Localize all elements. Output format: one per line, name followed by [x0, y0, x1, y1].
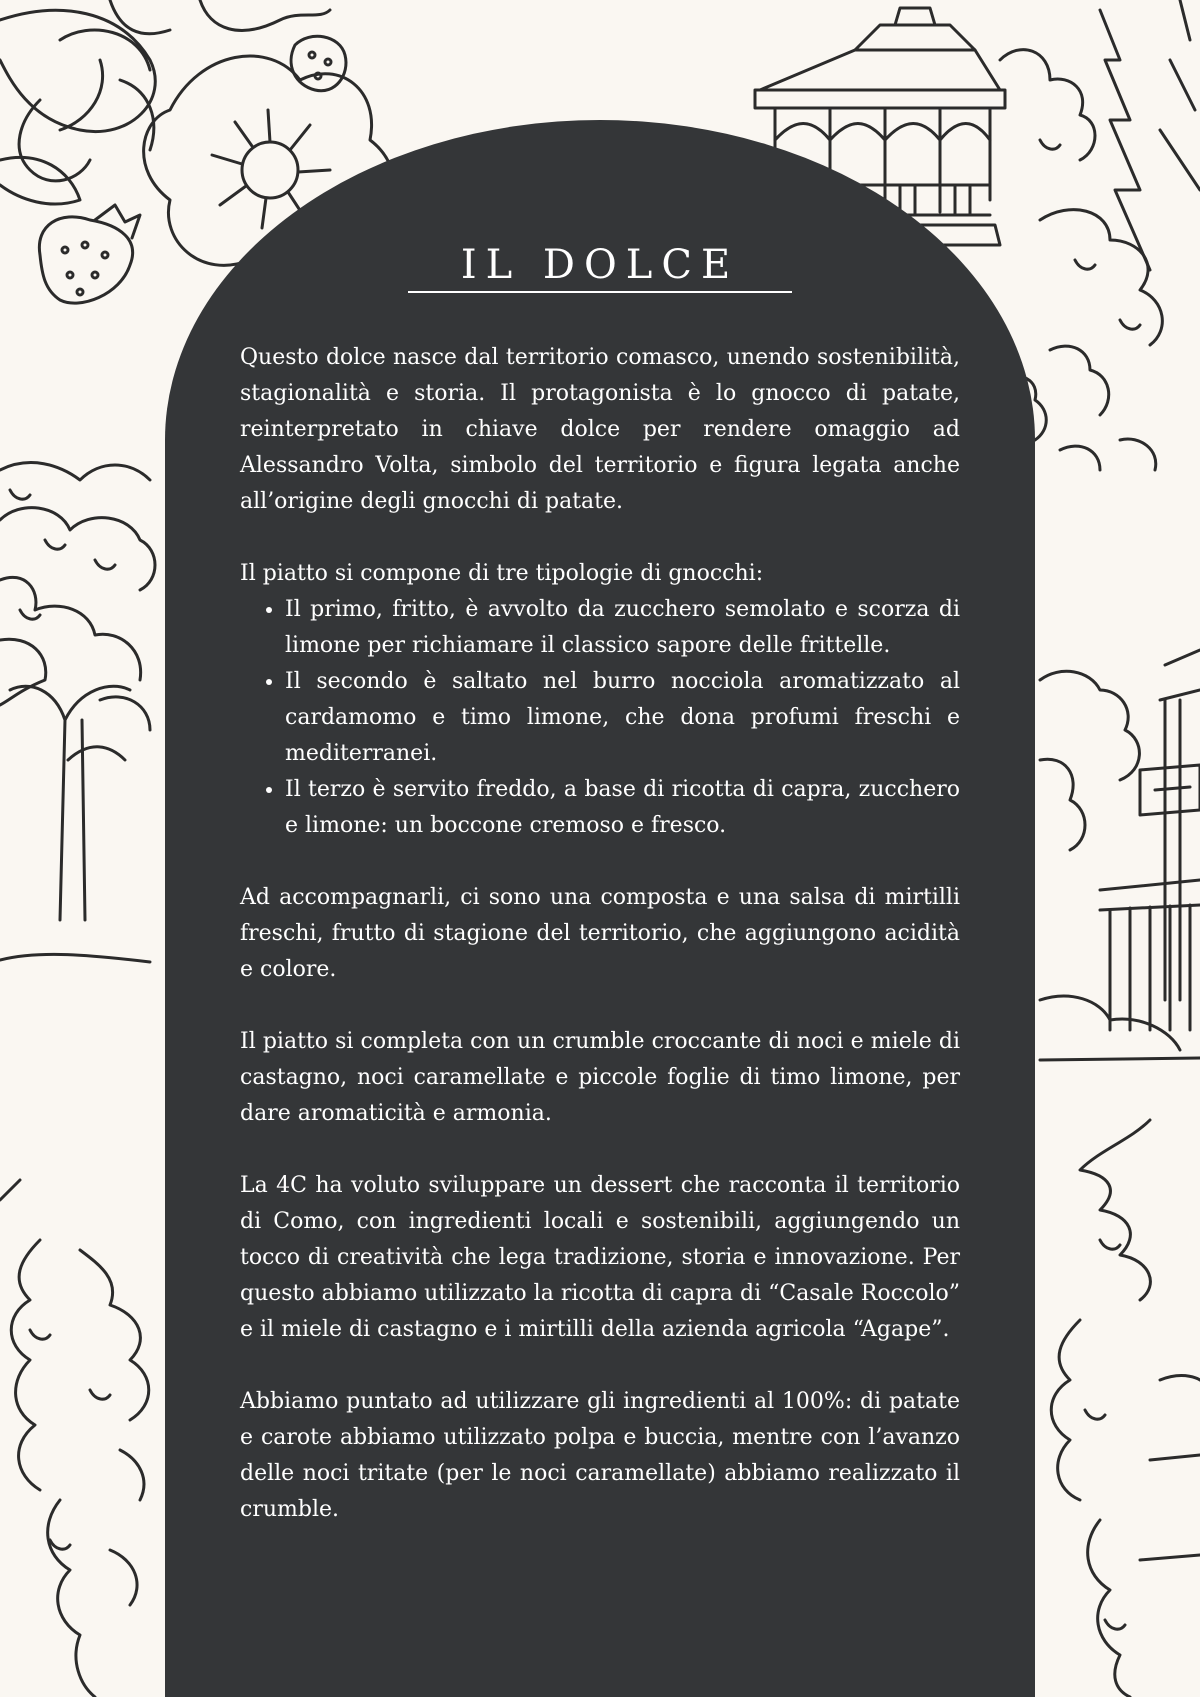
territory-paragraph: La 4C ha voluto sviluppare un dessert che racconta il territorio di Como, con ingredienti locali e sostenibili, aggiungendo un tocco di creatività che lega tradizione, storia e innovazione. Per questo abbiamo utilizzato la ricotta di capra di “Casale Roccolo” e il miele di castagno e i mirtilli della azienda agricola “Agape”.: [240, 1173, 960, 1342]
accompaniment-paragraph: Ad accompagnarli, ci sono una composta e una salsa di mirtilli freschi, frutto di stagione del territorio, che aggiungono acidità e colore.: [240, 885, 960, 982]
zero-waste-paragraph: Abbiamo puntato ad utilizzare gli ingredienti al 100%: di patate e carote abbiamo utilizzato polpa e buccia, mentre con l’avanzo delle noci tritate (per le noci caramellate) abbiamo realizzato il crumble.: [240, 1389, 960, 1522]
crumble-paragraph: Il piatto si completa con un crumble croccante di noci e miele di castagno, noci caramellate e piccole foglie di timo limone, per dare aromaticità e armonia.: [240, 1029, 960, 1126]
list-item: • Il secondo è saltato nel burro nocciola aromatizzato al cardamomo e timo limone, che dona profumi freschi e mediterranei.: [285, 664, 960, 772]
tree-illustration: [0, 463, 155, 962]
gnocchi-list: [240, 592, 960, 844]
intro-paragraph: Questo dolce nasce dal territorio comasco, unendo sostenibilità, stagionalità e storia. Il protagonista è lo gnocco di patate, reinterpretato in chiave dolce per rendere omaggio ad Alessandro Volta, simbolo del territorio e figura legata anche all’origine degli gnocchi di patate.: [240, 345, 960, 514]
list-item: • Il primo, fritto, è avvolto da zucchero semolato e scorza di limone per richiamare il classico sapore delle frittelle.: [285, 592, 960, 664]
pine-tree-illustration: [0, 1180, 149, 1697]
pine-tree-illustration: [1051, 1120, 1200, 1697]
dessert-description: [240, 340, 960, 1564]
villa-illustration: [1040, 650, 1200, 1060]
list-item: • Il terzo è servito freddo, a base di ricotta di capra, zucchero e limone: un boccone cremoso e fresco.: [285, 772, 960, 844]
page-title: IL DOLCE: [460, 242, 740, 288]
title-underline: [408, 291, 792, 293]
gnocchi-list-intro: Il piatto si compone di tre tipologie di gnocchi:: [240, 561, 764, 586]
